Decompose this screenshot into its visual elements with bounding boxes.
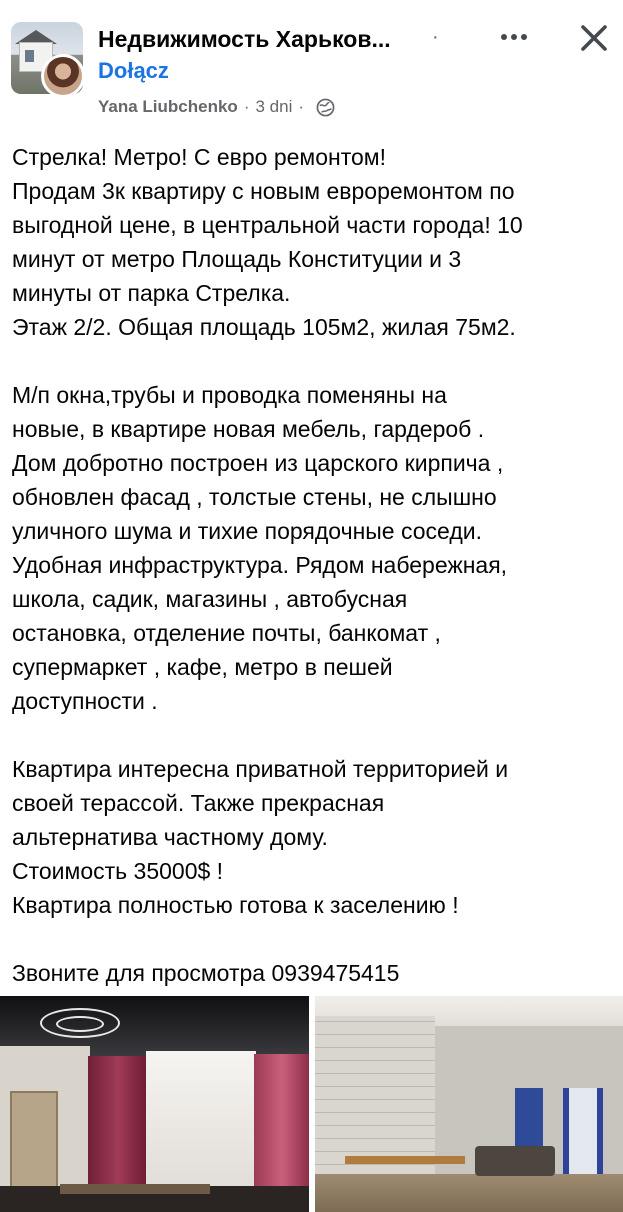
post-text-line: Этаж 2/2. Общая площадь 105м2, жилая 75м2.	[12, 314, 516, 340]
post-text-line: Продам 3к квартиру с новым евроремонтом по	[12, 178, 515, 204]
post-photo-1[interactable]	[0, 996, 309, 1212]
post-text-line: Квартира полностью готова к заселению !	[12, 892, 459, 918]
post-text-line: Стоимость 35000$ !	[12, 858, 224, 884]
post-header	[0, 0, 623, 128]
post-text-line: обновлен фасад , толстые стены, не слышно	[12, 484, 497, 510]
paragraph-gap	[12, 922, 616, 956]
post-text-line: новые, в квартире новая мебель, гардероб .	[12, 416, 485, 442]
post-meta	[98, 95, 335, 119]
paragraph-gap	[12, 344, 616, 378]
post-text-line: М/п окна,трубы и проводка поменяны на	[12, 382, 447, 408]
post-text-line: Дом добротно построен из царского кирпича ,	[12, 450, 504, 476]
meta-separator-2: ·	[298, 97, 305, 116]
post-text-line: школа, садик, магазины , автобусная	[12, 586, 408, 612]
more-horizontal-icon	[501, 34, 507, 40]
group-name[interactable]: Недвижимость Харьков...	[98, 26, 391, 52]
post-text-line: Квартира интересна приватной территорией и	[12, 756, 509, 782]
post-photos	[0, 996, 623, 1212]
group-name-separator: ·	[432, 26, 439, 48]
post-text-line: альтернатива частному дому.	[12, 824, 328, 850]
post-text-line: доступности .	[12, 688, 158, 714]
post-text-line: минут от метро Площадь Конституции и 3	[12, 246, 462, 272]
post-time[interactable]: 3 dni	[255, 97, 293, 116]
post-text-line: выгодной цене, в центральной части города! 10	[12, 212, 523, 238]
post-text-line: Стрелка! Метро! С евро ремонтом!	[12, 144, 387, 170]
post-text-line: минуты от парка Стрелка.	[12, 280, 291, 306]
more-options-button[interactable]	[494, 22, 534, 52]
globe-icon	[316, 98, 335, 117]
author-avatar[interactable]	[41, 54, 85, 98]
paragraph-gap	[12, 718, 616, 752]
post-text-line: Удобная инфраструктура. Рядом набережная,	[12, 552, 508, 578]
post-body-text	[12, 140, 616, 990]
post-text-line: остановка, отделение почты, банкомат ,	[12, 620, 441, 646]
post-text-line: Звоните для просмотра 0939475415	[12, 960, 400, 986]
author-name[interactable]: Yana Liubchenko	[98, 97, 238, 116]
post-photo-2[interactable]	[315, 996, 623, 1212]
join-group-link[interactable]: Dołącz	[98, 58, 169, 83]
close-button[interactable]	[572, 16, 616, 60]
post-text-line: супермаркет , кафе, метро в пешей	[12, 654, 393, 680]
close-icon	[579, 23, 609, 53]
meta-separator: ·	[243, 97, 250, 116]
post-text-line: своей терассой. Также прекрасная	[12, 790, 385, 816]
post-text-line: уличного шума и тихие порядочные соседи.	[12, 518, 482, 544]
